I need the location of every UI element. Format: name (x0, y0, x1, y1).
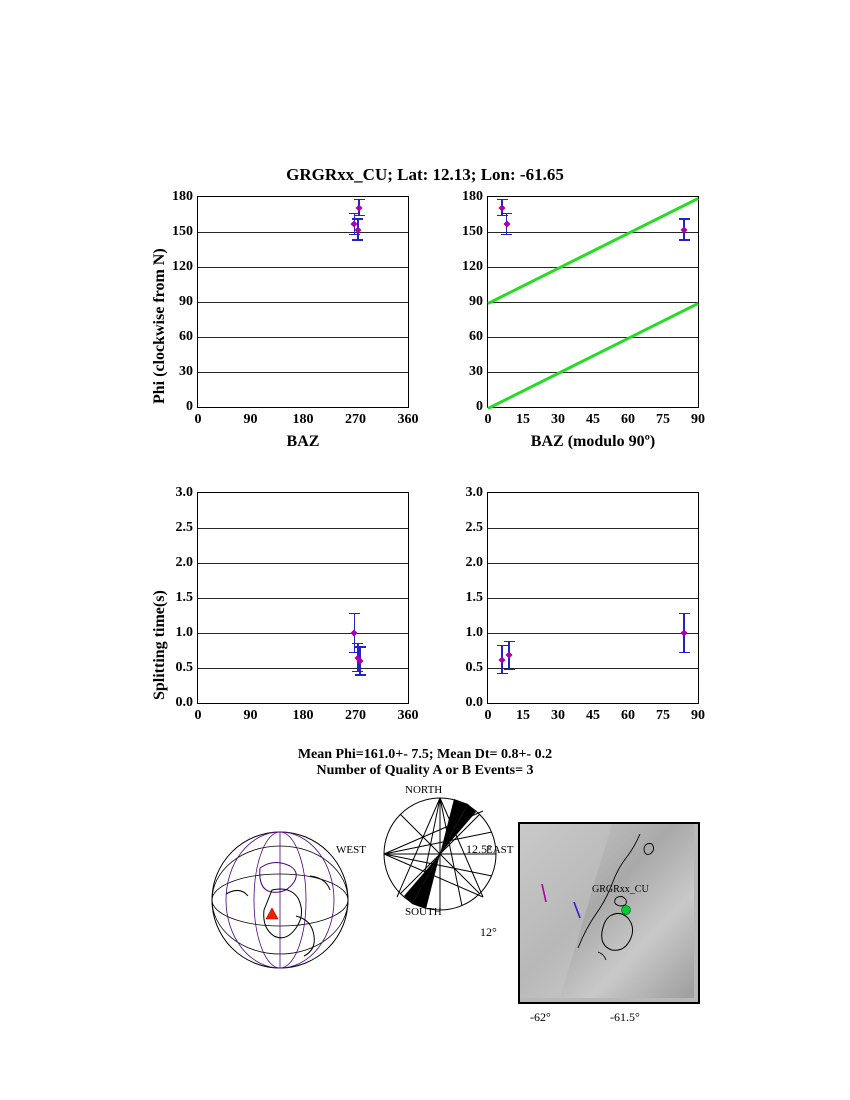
chart-phi-mod90-xlabel: BAZ (modulo 90º) (530, 433, 656, 450)
x-tick-label: 75 (656, 708, 670, 723)
gridline (198, 267, 408, 268)
map-ytick-1: 12° (480, 925, 497, 939)
x-tick-label: 90 (691, 412, 705, 427)
x-tick-label: 180 (292, 412, 314, 427)
y-tick-label: 0 (476, 399, 483, 414)
regional-map (518, 822, 700, 1004)
y-tick-label: 30 (469, 364, 483, 379)
gridline (488, 633, 698, 634)
y-tick-label: 0 (186, 399, 193, 414)
gridline (198, 598, 408, 599)
y-tick-label: 0.0 (465, 695, 483, 710)
stats-count-line: Number of Quality A or B Events= 3 (316, 763, 534, 778)
station-marker (622, 906, 631, 915)
error-bar-cap (352, 643, 363, 645)
data-point (355, 204, 362, 211)
x-tick-label: 60 (621, 708, 635, 723)
y-tick-label: 90 (179, 294, 193, 309)
station-label: GRGRxx_CU (592, 884, 649, 895)
error-bar-cap (501, 213, 512, 215)
y-tick-label: 2.5 (175, 520, 193, 535)
x-tick-label: 45 (586, 708, 600, 723)
y-tick-label: 150 (462, 224, 483, 239)
x-tick-label: 15 (516, 708, 530, 723)
gridline (488, 337, 698, 338)
x-tick-label: 0 (484, 708, 492, 723)
x-tick-label: 0 (194, 708, 202, 723)
error-bar-cap (349, 213, 360, 215)
x-tick-label: 270 (345, 708, 366, 723)
chart-dt-vs-baz-ylabel: Splitting time(s) (151, 590, 168, 700)
error-bar-cap (349, 613, 360, 615)
error-bar-cap (355, 646, 366, 648)
data-point (680, 629, 687, 636)
reference-line (487, 197, 698, 305)
x-tick-label: 0 (194, 412, 202, 427)
reference-line (487, 302, 698, 410)
y-tick-label: 120 (462, 259, 483, 274)
error-bar-cap (355, 674, 366, 676)
chart-phi-vs-baz-xlabel: BAZ (286, 433, 320, 450)
data-point (351, 629, 358, 636)
gridline (198, 232, 408, 233)
page-title: GRGRxx_CU; Lat: 12.13; Lon: -61.65 (286, 165, 564, 184)
gridline (488, 668, 698, 669)
x-tick-label: 270 (345, 412, 366, 427)
error-bar-cap (679, 239, 690, 241)
y-tick-label: 2.5 (465, 520, 483, 535)
chart-phi-vs-baz-mod90 (462, 189, 705, 450)
x-tick-label: 90 (691, 708, 705, 723)
chart-phi-vs-baz (172, 189, 419, 450)
error-bar-cap (497, 673, 508, 675)
stats-mean-line: Mean Phi=161.0+- 7.5; Mean Dt= 0.8+- 0.2 (297, 747, 553, 762)
chart-dt-vs-baz-mod90 (465, 485, 705, 723)
gridline (198, 372, 408, 373)
error-bar-cap (354, 199, 365, 201)
rose-label-south: SOUTH (405, 906, 442, 918)
error-bar-cap (497, 645, 508, 647)
gridline (488, 528, 698, 529)
x-tick-label: 360 (397, 412, 419, 427)
y-tick-label: 60 (469, 329, 483, 344)
x-tick-label: 30 (551, 708, 565, 723)
data-point (498, 656, 505, 663)
error-bar-cap (504, 641, 515, 643)
error-bar-cap (504, 669, 515, 671)
x-tick-label: 360 (397, 708, 419, 723)
x-tick-label: 90 (243, 412, 258, 427)
error-bar-cap (352, 218, 363, 220)
y-tick-label: 150 (172, 224, 193, 239)
gridline (198, 302, 408, 303)
x-tick-label: 75 (656, 412, 670, 427)
y-tick-label: 0.0 (175, 695, 193, 710)
error-bar-cap (354, 215, 365, 217)
y-tick-label: 1.5 (175, 590, 193, 605)
y-tick-label: 1.5 (465, 590, 483, 605)
rose-label-west: WEST (336, 844, 366, 856)
y-tick-label: 30 (179, 364, 193, 379)
map-xtick-0: -62° (530, 1010, 551, 1024)
y-tick-label: 3.0 (175, 485, 193, 500)
map-xtick-1: -61.5° (610, 1010, 640, 1024)
chart-phi-vs-baz-ylabel: Phi (clockwise from N) (151, 248, 168, 404)
error-bar-cap (679, 652, 690, 654)
gridline (198, 563, 408, 564)
gridline (198, 528, 408, 529)
gridline (488, 563, 698, 564)
x-tick-label: 30 (551, 412, 565, 427)
error-bar-cap (497, 199, 508, 201)
gridline (488, 598, 698, 599)
y-tick-label: 2.0 (175, 555, 193, 570)
x-tick-label: 90 (243, 708, 258, 723)
y-tick-label: 90 (469, 294, 483, 309)
data-point (498, 204, 505, 211)
y-tick-label: 120 (172, 259, 193, 274)
gridline (198, 337, 408, 338)
data-point (503, 220, 510, 227)
rose-label-north: NORTH (405, 784, 443, 796)
x-tick-label: 60 (621, 412, 635, 427)
y-tick-label: 60 (179, 329, 193, 344)
x-tick-label: 45 (586, 412, 600, 427)
error-bar-cap (352, 671, 363, 673)
error-bar-cap (352, 239, 363, 241)
data-point (505, 652, 512, 659)
x-tick-label: 0 (484, 412, 492, 427)
gridline (488, 232, 698, 233)
map-ytick-0: 12.5° (466, 842, 492, 856)
gridline (198, 633, 408, 634)
y-tick-label: 1.0 (175, 625, 193, 640)
rose-label-east: EAST (486, 844, 514, 856)
chart-dt-vs-baz (175, 485, 419, 723)
gridline (198, 668, 408, 669)
gridline (488, 372, 698, 373)
error-bar-cap (679, 218, 690, 220)
y-tick-label: 3.0 (465, 485, 483, 500)
gridline (488, 302, 698, 303)
error-bar-cap (501, 234, 512, 236)
y-tick-label: 1.0 (465, 625, 483, 640)
y-tick-label: 0.5 (175, 660, 193, 675)
x-tick-label: 180 (292, 708, 314, 723)
y-tick-label: 180 (172, 189, 193, 204)
y-tick-label: 0.5 (465, 660, 483, 675)
gridline (488, 267, 698, 268)
error-bar-cap (679, 613, 690, 615)
y-tick-label: 2.0 (465, 555, 483, 570)
x-tick-label: 15 (516, 412, 530, 427)
y-tick-label: 180 (462, 189, 483, 204)
